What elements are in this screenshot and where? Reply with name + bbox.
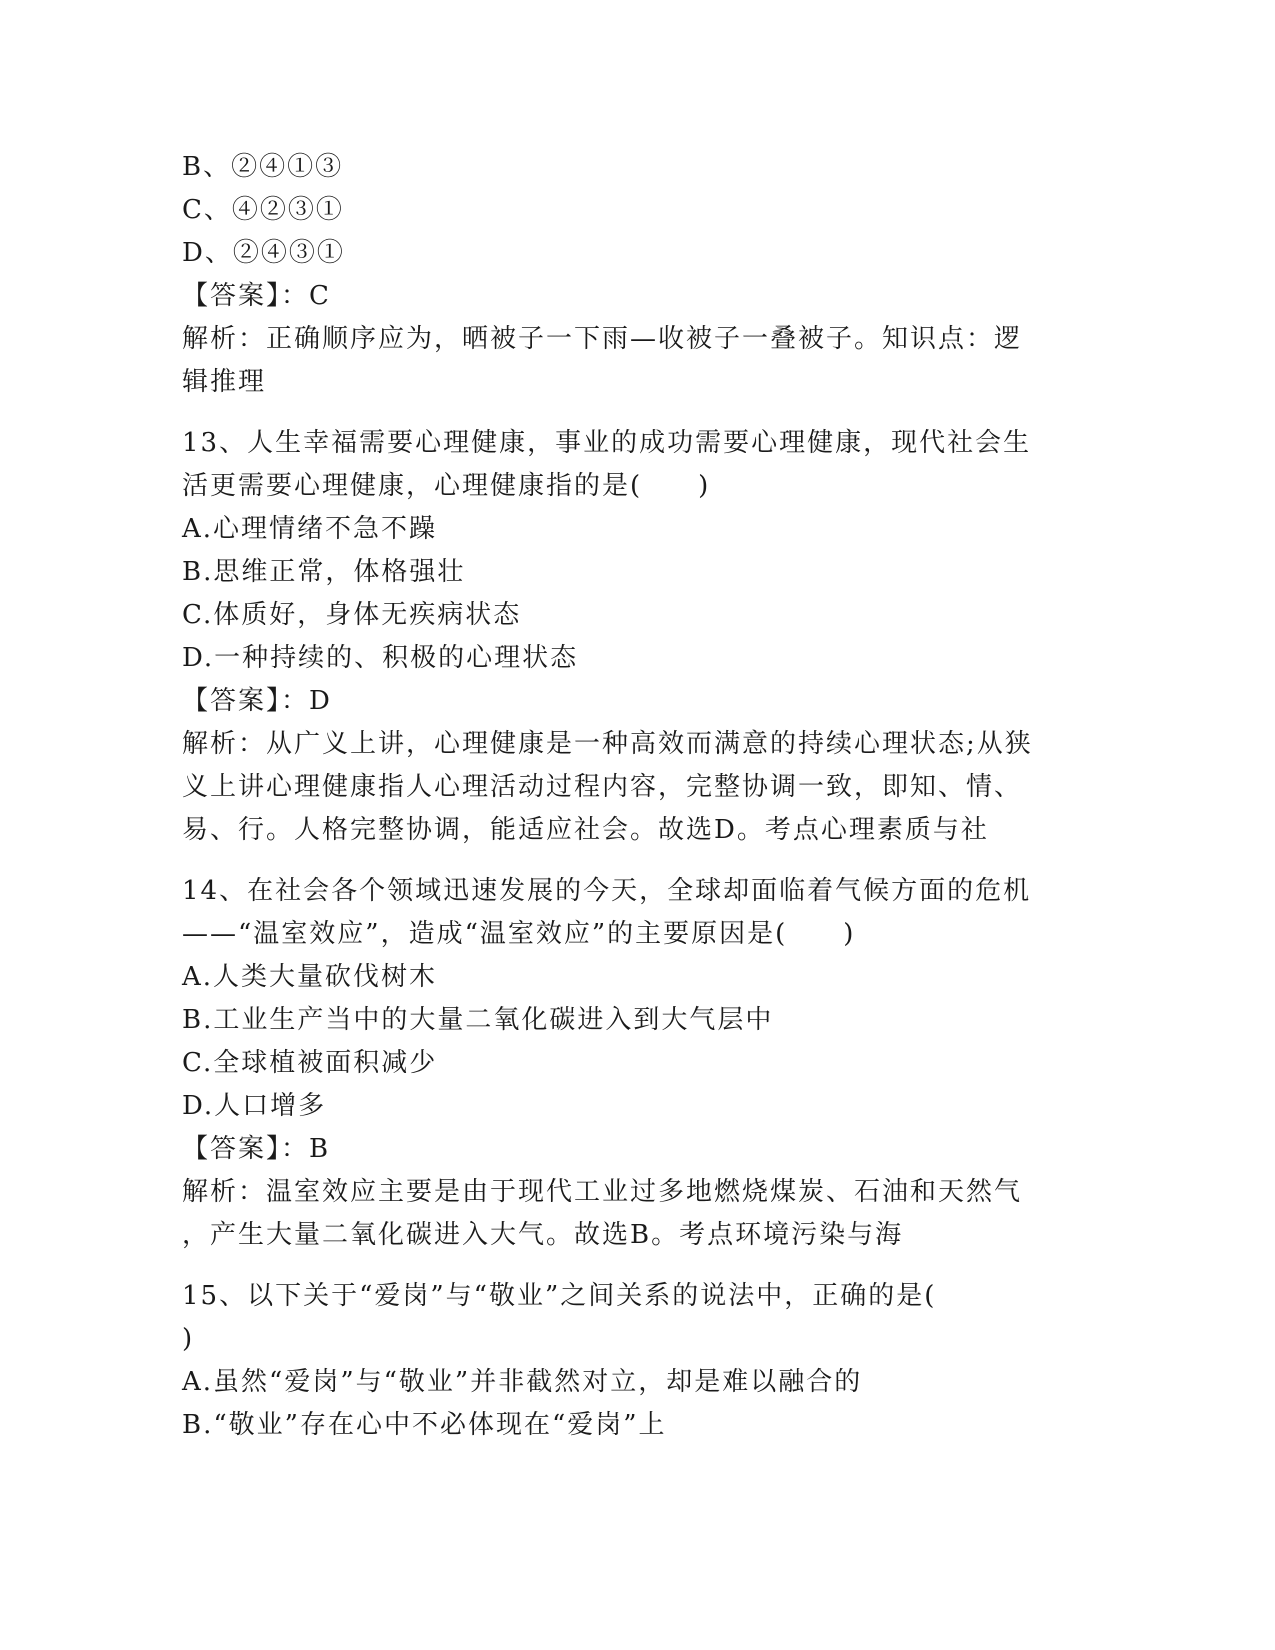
explanation-line-2: ，产生大量二氧化碳进入大气。故选B。考点环境污染与海: [182, 1220, 904, 1250]
question-stem-line-2: ): [182, 1324, 195, 1354]
option-d: D、②④③①: [182, 238, 345, 268]
question-stem-line-2: 活更需要心理健康，心理健康指的是( ): [182, 471, 711, 501]
question-stem-line-1: 14、在社会各个领域迅速发展的今天，全球却面临着气候方面的危机: [182, 876, 1032, 906]
question-15: [182, 1275, 1082, 1447]
spacer: [182, 1257, 1082, 1275]
option-c: C、④②③①: [182, 195, 344, 225]
option-b: B、②④①③: [182, 152, 344, 182]
answer: 【答案】：D: [182, 686, 332, 716]
option-d: D.人口增多: [182, 1091, 327, 1121]
document-content: [182, 146, 1082, 1447]
option-d: D.一种持续的、积极的心理状态: [182, 643, 579, 673]
answer: 【答案】：B: [182, 1134, 331, 1164]
option-b: B.工业生产当中的大量二氧化碳进入到大气层中: [182, 1005, 774, 1035]
explanation-line-2: 辑推理: [182, 367, 267, 397]
option-a: A.人类大量砍伐树木: [182, 962, 438, 992]
question-stem-line-1: 13、人生幸福需要心理健康，事业的成功需要心理健康，现代社会生: [182, 428, 1032, 458]
question-stem-line-1: 15、以下关于“爱岗”与“敬业”之间关系的说法中，正确的是(: [182, 1281, 937, 1311]
explanation-line-2: 义上讲心理健康指人心理活动过程内容，完整协调一致，即知、情、: [182, 772, 1023, 802]
option-a: A.心理情绪不急不躁: [182, 514, 438, 544]
spacer: [182, 852, 1082, 870]
answer: 【答案】：C: [182, 281, 331, 311]
explanation-line-1: 解析：从广义上讲，心理健康是一种高效而满意的持续心理状态;从狭: [182, 729, 1033, 759]
explanation-line-1: 解析：温室效应主要是由于现代工业过多地燃烧煤炭、石油和天然气: [182, 1177, 1023, 1207]
option-b: B.“敬业”存在心中不必体现在“爱岗”上: [182, 1410, 667, 1440]
option-c: C.体质好，身体无疾病状态: [182, 600, 522, 630]
question-13: [182, 422, 1082, 852]
option-a: A.虽然“爱岗”与“敬业”并非截然对立，却是难以融合的: [182, 1367, 863, 1397]
explanation-line-1: 解析：正确顺序应为，晒被子一下雨—收被子一叠被子。知识点：逻: [182, 324, 1023, 354]
explanation-line-3: 易、行。人格完整协调，能适应社会。故选D。考点心理素质与社: [182, 815, 989, 845]
spacer: [182, 404, 1082, 422]
question-12-tail: [182, 146, 1082, 404]
option-b: B.思维正常，体格强壮: [182, 557, 466, 587]
question-14: [182, 870, 1082, 1257]
question-stem-line-2: ——“温室效应”，造成“温室效应”的主要原因是( ): [182, 919, 856, 949]
option-c: C.全球植被面积减少: [182, 1048, 438, 1078]
